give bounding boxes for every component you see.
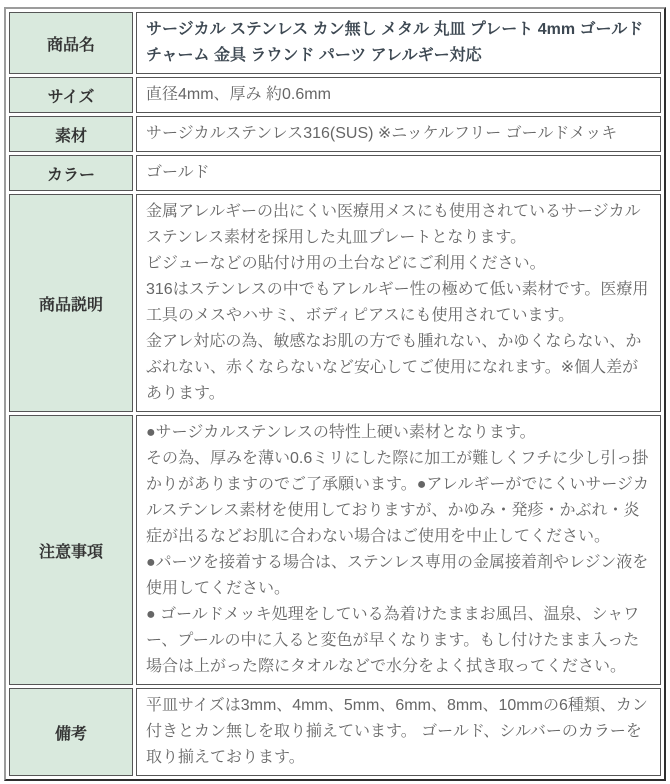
row-value-product-name: サージカル ステンレス カン無し メタル 丸皿 プレート 4mm ゴールド チャーム 金具 ラウンド パーツ アレルギー対応: [136, 12, 661, 74]
caution-paragraph: その為、厚みを薄い0.6ミリにした際に加工が難しくフチに少し引っ掛かりがありますのでご了承願います。●アレルギーがでにくいサージカルステンレス素材を使用しておりますが、かゆみ・発疹・かぶれ・炎症が出るなどお肌に合わない場合はご使用を中止してください。: [146, 450, 650, 545]
row-header-color: カラー: [9, 155, 133, 191]
row-header-product-name: 商品名: [9, 12, 133, 74]
description-paragraph: 316はステンレスの中でもアレルギー性の極めて低い素材です。医療用工具のメスやハサミ、ボディピアスにも使用されています。: [146, 281, 649, 324]
table-row-remarks: [9, 688, 661, 776]
table-row-size: [9, 77, 661, 113]
row-header-material: 素材: [9, 116, 133, 152]
row-value-description: [136, 194, 661, 412]
table-row-product-name: [9, 12, 661, 74]
table-row-cautions: [9, 415, 661, 685]
description-paragraph: 金アレ対応の為、敏感なお肌の方でも腫れない、かゆくならない、かぶれない、赤くならないなど安心してご使用になれます。※個人差があります。: [146, 333, 642, 402]
row-value-remarks: [136, 688, 661, 776]
caution-paragraph: ● ゴールドメッキ処理をしている為着けたままお風呂、温泉、シャワー、プールの中に入ると変色が早くなります。もし付けたまま入った場合は上がった際にタオルなどで水分をよく拭き取ってください。: [146, 606, 640, 675]
row-header-description: 商品説明: [9, 194, 133, 412]
table-row-description: [9, 194, 661, 412]
description-paragraph: 金属アレルギーの出にくい医療用メスにも使用されているサージカルステンレス素材を採用した丸皿プレートとなります。: [146, 203, 641, 246]
caution-paragraph: ●サージカルステンレスの特性上硬い素材となります。: [146, 424, 536, 441]
row-value-color: ゴールド: [136, 155, 661, 191]
table-row-material: [9, 116, 661, 152]
row-header-remarks: 備考: [9, 688, 133, 776]
row-value-size: 直径4mm、厚み 約0.6mm: [136, 77, 661, 113]
row-value-cautions: [136, 415, 661, 685]
description-paragraph: ビジューなどの貼付け用の土台などにご利用ください。: [146, 255, 546, 272]
product-spec-table: [4, 7, 666, 781]
caution-paragraph: ●パーツを接着する場合は、ステンレス専用の金属接着剤やレジン液を使用してください。: [146, 554, 649, 597]
remarks-paragraph: 平皿サイズは3mm、4mm、5mm、6mm、8mm、10mmの6種類、カン付きとカン無しを取り揃えています。 ゴールド、シルバーのカラーを取り揃えております。: [146, 697, 648, 766]
row-header-size: サイズ: [9, 77, 133, 113]
row-header-cautions: 注意事項: [9, 415, 133, 685]
table-row-color: [9, 155, 661, 191]
row-value-material: サージカルステンレス316(SUS) ※ニッケルフリー ゴールドメッキ: [136, 116, 661, 152]
